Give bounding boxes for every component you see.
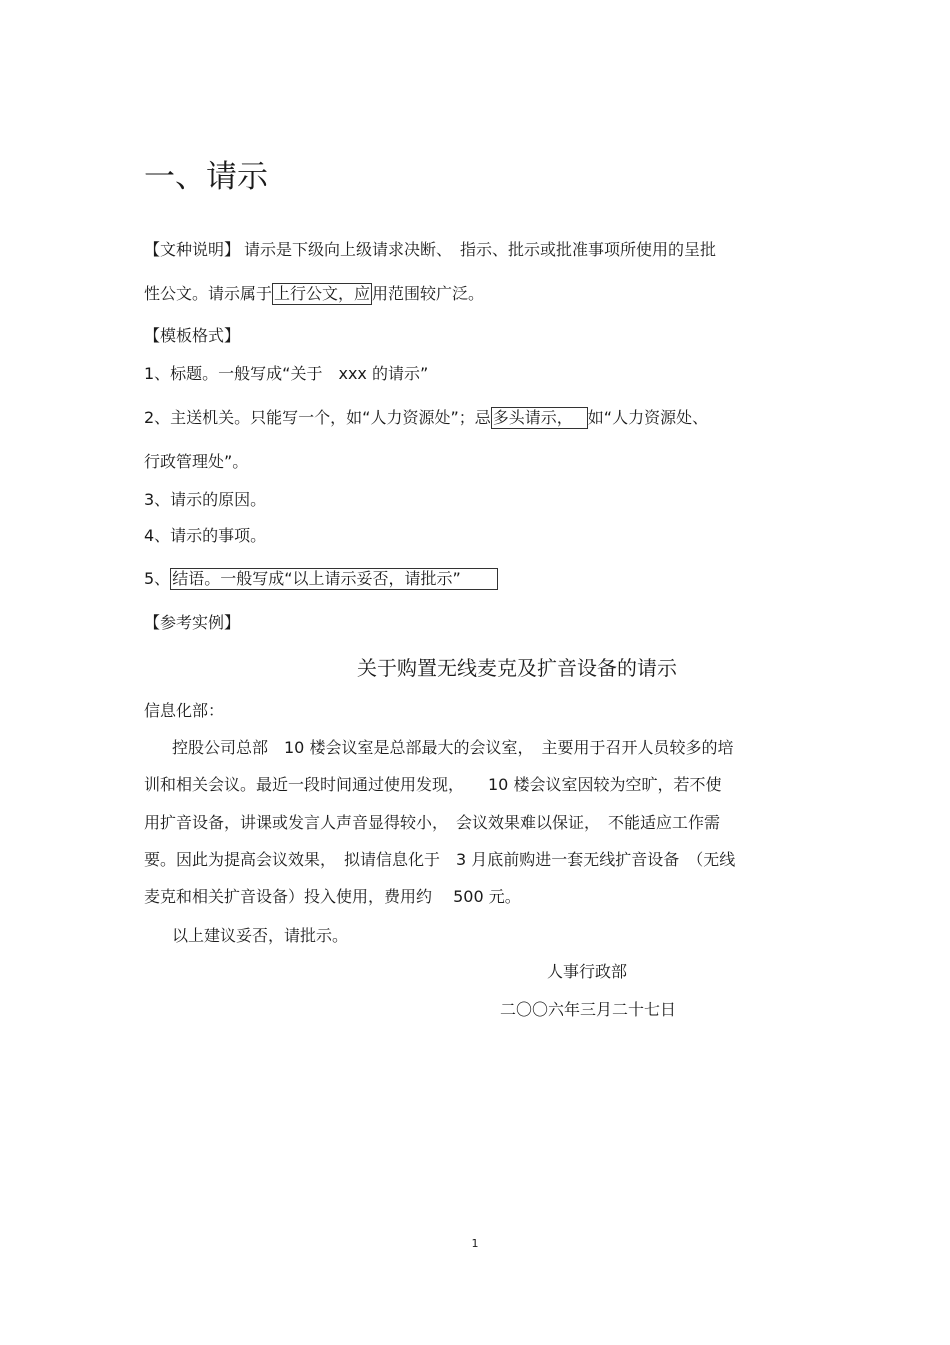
template-item-2-post: 如“人力资源处、 — [587, 408, 709, 427]
template-item-2-pre: 2、主送机关。只能写一个，如“人力资源处”；忌 — [144, 408, 491, 427]
example-closing: 以上建议妥否，请批示。 — [172, 926, 349, 945]
example-body-line: 训和相关会议。最近一段时间通过使用发现， 10 楼会议室因较为空旷，若不使 — [144, 775, 722, 794]
template-item-4: 4、请示的事项。 — [144, 526, 267, 545]
boxed-highlight: 结语。一般写成“以上请示妥否，请批示” — [170, 568, 498, 590]
example-body-line: 要。因此为提高会议效果， 拟请信息化于 3 月底前购进一套无线扩音设备 （无线 — [144, 850, 736, 869]
template-item-1: 1、标题。一般写成“关于 xxx 的请示” — [144, 364, 429, 383]
example-title: 关于购置无线麦克及扩音设备的请示 — [357, 656, 677, 680]
boxed-highlight: 上行公文，应 — [274, 284, 371, 303]
example-label: 【参考实例】 — [144, 613, 241, 632]
example-body-line: 控股公司总部 10 楼会议室是总部最大的会议室， 主要用于召开人员较多的培 — [172, 738, 734, 757]
example-sender: 人事行政部 — [547, 962, 628, 981]
definition-text-post: 用范围较广泛。 — [372, 284, 485, 303]
template-item-5-pre: 5、 — [144, 569, 171, 588]
example-body-line: 用扩音设备，讲课或发言人声音显得较小， 会议效果难以保证， 不能适应工作需 — [144, 813, 721, 832]
section-heading: 一、请示 — [144, 159, 268, 195]
template-item-2-continued: 行政管理处”。 — [144, 452, 249, 471]
definition-label: 【文种说明】 — [144, 240, 241, 259]
definition-line-2 — [144, 283, 484, 305]
example-recipient: 信息化部： — [144, 701, 225, 720]
template-item-2 — [144, 407, 708, 429]
template-item-3: 3、请示的原因。 — [144, 490, 267, 509]
definition-text: 请示是下级向上级请求决断、 指示、批示或批准事项所使用的呈批 — [244, 240, 717, 259]
definition-line-1 — [144, 239, 716, 261]
example-body-line: 麦克和相关扩音设备）投入使用，费用约 500 元。 — [144, 887, 521, 906]
boxed-highlight: 多头请示， — [491, 407, 588, 429]
definition-text-pre: 性公文。请示属于 — [144, 284, 273, 303]
template-item-5 — [144, 568, 498, 590]
template-label: 【模板格式】 — [144, 326, 241, 345]
example-date: 二〇〇六年三月二十七日 — [500, 1000, 677, 1019]
page-number: 1 — [471, 1237, 479, 1250]
